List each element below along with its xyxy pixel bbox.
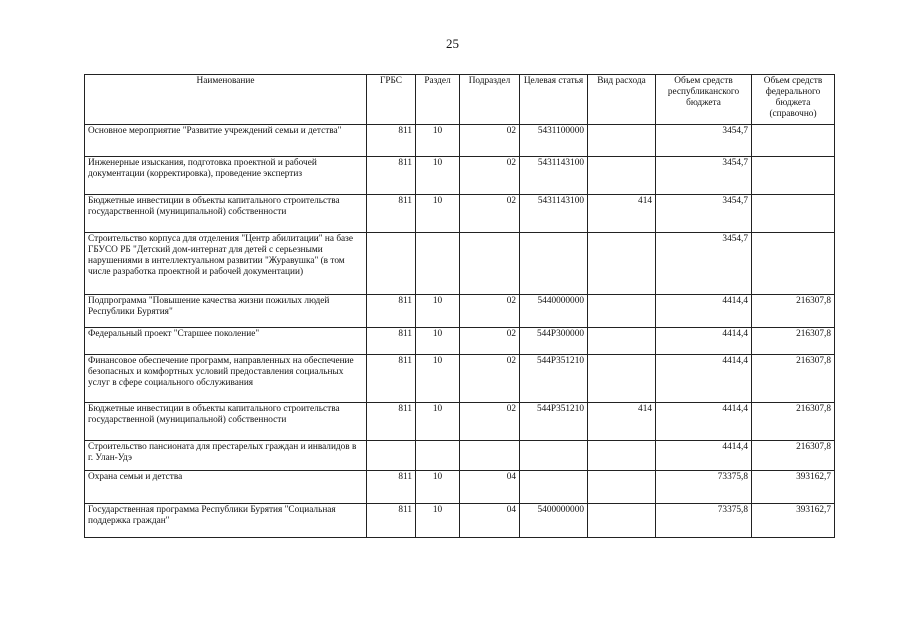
cell-republic-budget: 4414,4	[656, 295, 752, 328]
cell-expense-type	[588, 157, 656, 195]
header-row	[85, 75, 835, 125]
cell-podrazdel: 02	[460, 355, 520, 403]
table-row	[85, 157, 835, 195]
cell-federal-budget: 216307,8	[752, 403, 835, 441]
cell-federal-budget	[752, 125, 835, 157]
cell-target-article	[520, 441, 588, 471]
header-grbs: ГРБС	[367, 75, 416, 125]
cell-podrazdel: 02	[460, 328, 520, 355]
cell-grbs: 811	[367, 355, 416, 403]
cell-razdel: 10	[416, 125, 460, 157]
cell-republic-budget: 73375,8	[656, 471, 752, 504]
cell-podrazdel: 02	[460, 195, 520, 233]
table-row	[85, 471, 835, 504]
cell-razdel: 10	[416, 295, 460, 328]
table-row	[85, 504, 835, 538]
cell-target-article: 5431143100	[520, 157, 588, 195]
cell-razdel: 10	[416, 504, 460, 538]
cell-grbs: 811	[367, 125, 416, 157]
cell-target-article: 5400000000	[520, 504, 588, 538]
cell-target-article: 5440000000	[520, 295, 588, 328]
cell-podrazdel: 04	[460, 471, 520, 504]
cell-republic-budget: 3454,7	[656, 233, 752, 295]
cell-name: Федеральный проект "Старшее поколение"	[85, 328, 367, 355]
cell-federal-budget: 393162,7	[752, 471, 835, 504]
cell-podrazdel: 04	[460, 504, 520, 538]
cell-republic-budget: 4414,4	[656, 355, 752, 403]
cell-target-article	[520, 233, 588, 295]
cell-republic-budget: 73375,8	[656, 504, 752, 538]
cell-expense-type	[588, 295, 656, 328]
cell-republic-budget: 4414,4	[656, 328, 752, 355]
cell-expense-type	[588, 504, 656, 538]
cell-target-article: 544P351210	[520, 403, 588, 441]
cell-name: Финансовое обеспечение программ, направленных на обеспечение безопасных и комфортных условий предоставления социальных услуг в сфере социального обслуживания	[85, 355, 367, 403]
table-row	[85, 328, 835, 355]
cell-target-article: 5431100000	[520, 125, 588, 157]
header-expense-type: Вид расхода	[588, 75, 656, 125]
cell-name: Подпрограмма "Повышение качества жизни пожилых людей Республики Бурятия"	[85, 295, 367, 328]
header-podrazdel: Подраздел	[460, 75, 520, 125]
cell-podrazdel: 02	[460, 295, 520, 328]
cell-republic-budget: 4414,4	[656, 441, 752, 471]
table-body	[85, 125, 835, 538]
cell-podrazdel	[460, 233, 520, 295]
cell-razdel: 10	[416, 157, 460, 195]
header-razdel: Раздел	[416, 75, 460, 125]
cell-republic-budget: 3454,7	[656, 195, 752, 233]
header-federal-budget: Объем средств федерального бюджета (справочно)	[752, 75, 835, 125]
cell-razdel: 10	[416, 328, 460, 355]
header-target-article: Целевая статья	[520, 75, 588, 125]
cell-federal-budget	[752, 233, 835, 295]
cell-grbs: 811	[367, 504, 416, 538]
cell-target-article: 544P300000	[520, 328, 588, 355]
table-row	[85, 125, 835, 157]
cell-razdel: 10	[416, 195, 460, 233]
cell-federal-budget: 216307,8	[752, 441, 835, 471]
cell-grbs: 811	[367, 195, 416, 233]
cell-grbs: 811	[367, 295, 416, 328]
cell-podrazdel	[460, 441, 520, 471]
header-name: Наименование	[85, 75, 367, 125]
cell-razdel	[416, 441, 460, 471]
table-row	[85, 441, 835, 471]
cell-target-article: 544P351210	[520, 355, 588, 403]
table-row	[85, 403, 835, 441]
cell-republic-budget: 4414,4	[656, 403, 752, 441]
page-number: 25	[446, 36, 459, 51]
cell-grbs: 811	[367, 471, 416, 504]
cell-expense-type	[588, 125, 656, 157]
cell-razdel: 10	[416, 403, 460, 441]
table-row	[85, 355, 835, 403]
header-republic-budget: Объем средств республиканского бюджета	[656, 75, 752, 125]
cell-federal-budget	[752, 195, 835, 233]
cell-grbs: 811	[367, 403, 416, 441]
cell-expense-type	[588, 328, 656, 355]
cell-name: Инженерные изыскания, подготовка проектной и рабочей документации (корректировка), проведение экспертиз	[85, 157, 367, 195]
cell-name: Бюджетные инвестиции в объекты капитального строительства государственной (муниципальной) собственности	[85, 195, 367, 233]
cell-grbs	[367, 233, 416, 295]
table-row	[85, 195, 835, 233]
cell-name: Охрана семьи и детства	[85, 471, 367, 504]
cell-razdel	[416, 233, 460, 295]
cell-target-article	[520, 471, 588, 504]
cell-expense-type	[588, 233, 656, 295]
cell-expense-type: 414	[588, 195, 656, 233]
cell-name: Бюджетные инвестиции в объекты капитального строительства государственной (муниципальной) собственности	[85, 403, 367, 441]
cell-name: Строительство корпуса для отделения "Центр абилитации" на базе ГБУСО РБ "Детский дом-интернат для детей с серьезными нарушениями в интеллектуальном развитии "Журавушка" (в том числе разработка проектной и рабочей документации)	[85, 233, 367, 295]
cell-federal-budget: 393162,7	[752, 504, 835, 538]
cell-expense-type: 414	[588, 403, 656, 441]
cell-federal-budget	[752, 157, 835, 195]
cell-republic-budget: 3454,7	[656, 157, 752, 195]
cell-razdel: 10	[416, 355, 460, 403]
cell-name: Основное мероприятие "Развитие учреждений семьи и детства"	[85, 125, 367, 157]
cell-grbs	[367, 441, 416, 471]
budget-table	[84, 74, 835, 538]
cell-podrazdel: 02	[460, 125, 520, 157]
cell-target-article: 5431143100	[520, 195, 588, 233]
cell-expense-type	[588, 441, 656, 471]
cell-federal-budget: 216307,8	[752, 328, 835, 355]
cell-federal-budget: 216307,8	[752, 355, 835, 403]
cell-name: Государственная программа Республики Бурятия "Социальная поддержка граждан"	[85, 504, 367, 538]
cell-grbs: 811	[367, 328, 416, 355]
cell-name: Строительство пансионата для престарелых граждан и инвалидов в г. Улан-Удэ	[85, 441, 367, 471]
cell-grbs: 811	[367, 157, 416, 195]
cell-federal-budget: 216307,8	[752, 295, 835, 328]
cell-podrazdel: 02	[460, 403, 520, 441]
cell-razdel: 10	[416, 471, 460, 504]
cell-republic-budget: 3454,7	[656, 125, 752, 157]
cell-expense-type	[588, 471, 656, 504]
cell-podrazdel: 02	[460, 157, 520, 195]
cell-expense-type	[588, 355, 656, 403]
table-row	[85, 233, 835, 295]
table-row	[85, 295, 835, 328]
